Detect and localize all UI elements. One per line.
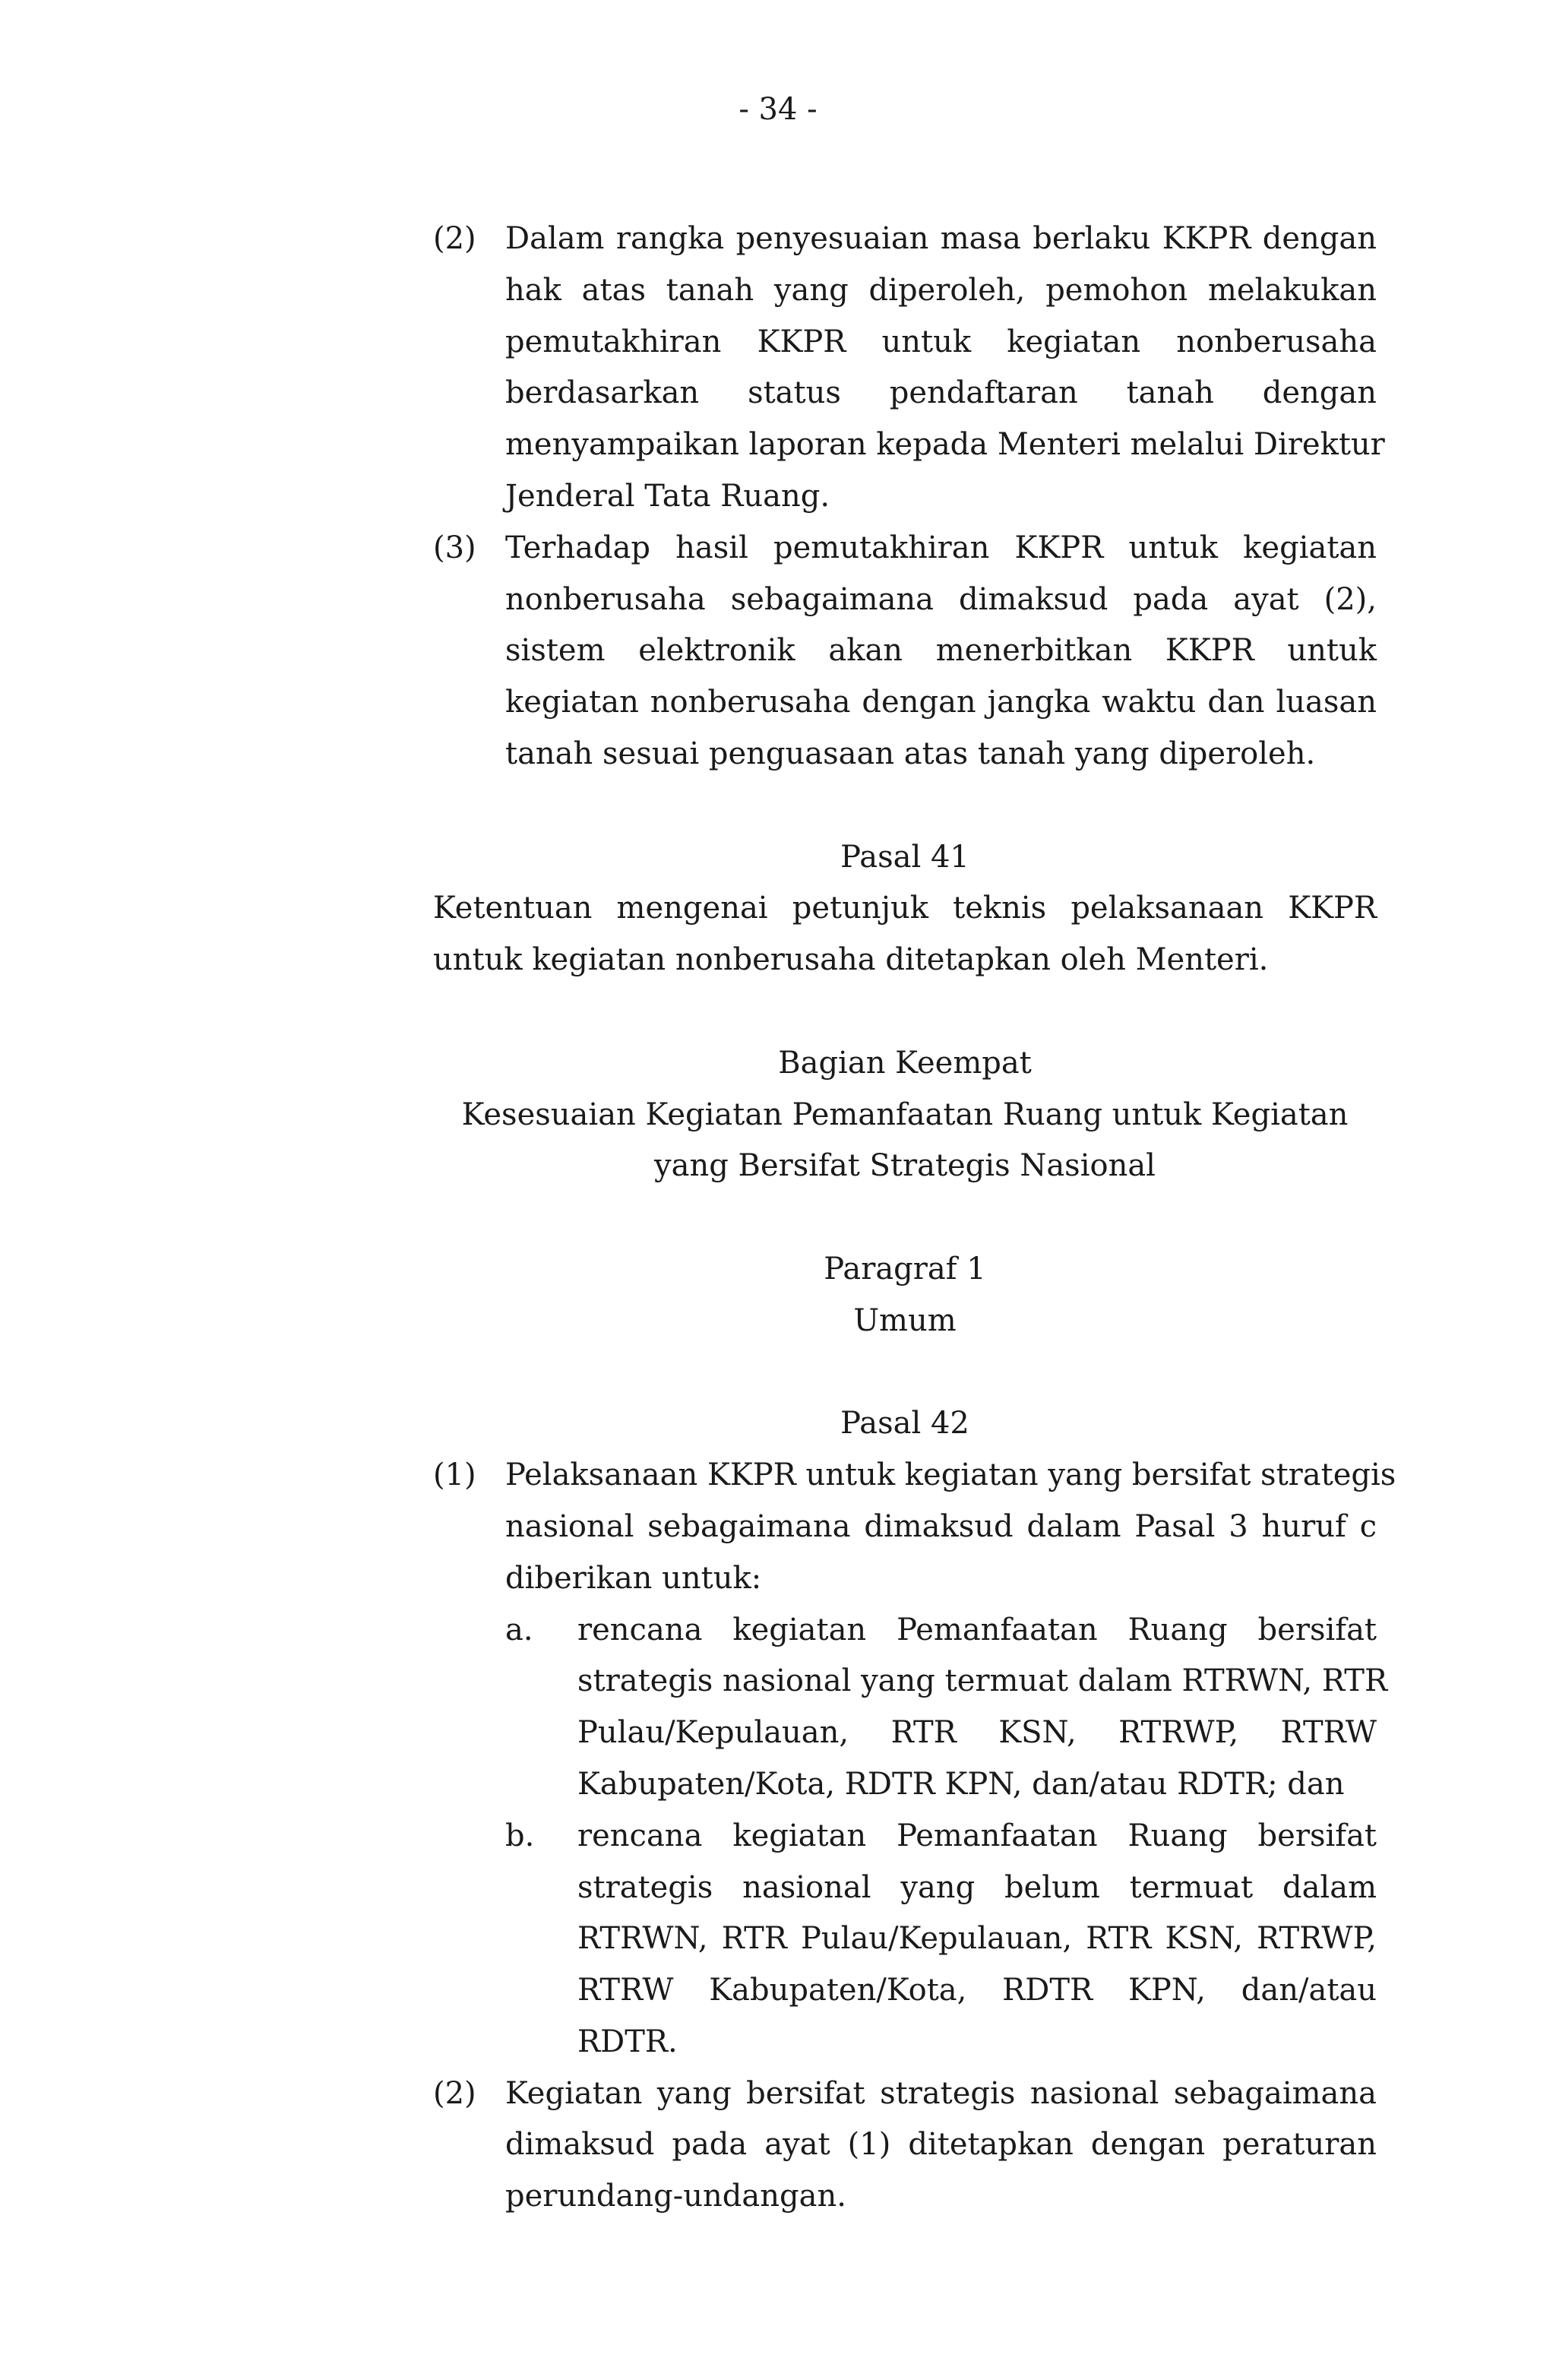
ayat-number: (1)	[433, 1457, 476, 1493]
list-item-a	[505, 1606, 1388, 1812]
document-body	[433, 215, 1396, 2224]
ayat-1-pasal-42	[433, 1451, 1396, 2070]
text-line: Dalam rangka penyesuaian masa berlaku KKPR dengan	[505, 221, 1377, 256]
text-line: strategis nasional yang termuat dalam RTRWN, RTR	[577, 1663, 1388, 1699]
pasal-42-heading: Pasal 42	[840, 1406, 969, 1442]
bagian-title-line: yang Bersifat Strategis Nasional	[654, 1148, 1156, 1184]
text-line: berdasarkan status pendaftaran tanah dengan	[505, 375, 1377, 411]
paragraf-heading: Paragraf 1	[824, 1251, 986, 1287]
paragraf-title: Umum	[853, 1302, 957, 1338]
bagian-title-line: Kesesuaian Kegiatan Pemanfaatan Ruang untuk Kegiatan	[461, 1097, 1349, 1132]
pasal-41-heading: Pasal 41	[840, 839, 969, 875]
text-line: tanah sesuai penguasaan atas tanah yang diperoleh.	[505, 736, 1316, 771]
text-line: strategis nasional yang belum termuat dalam	[577, 1869, 1377, 1905]
page-number: - 34 -	[738, 92, 818, 127]
text-line: rencana kegiatan Pemanfaatan Ruang bersifat	[577, 1818, 1377, 1853]
text-line: nasional sebagaimana dimaksud dalam Pasal 3 huruf c	[505, 1508, 1377, 1544]
text-line: RTRWN, RTR Pulau/Kepulauan, RTR KSN, RTRWP,	[577, 1921, 1377, 1957]
list-letter: a.	[505, 1612, 533, 1647]
ayat-number: (2)	[433, 2075, 476, 2111]
ayat-2-pasal-40	[433, 215, 1385, 524]
text-line: kegiatan nonberusaha dengan jangka waktu dan luasan	[505, 685, 1377, 720]
text-line: Ketentuan mengenai petunjuk teknis pelaksanaan KKPR	[433, 891, 1377, 926]
text-line: RTRW Kabupaten/Kota, RDTR KPN, dan/atau	[577, 1973, 1377, 2008]
text-line: Jenderal Tata Ruang.	[505, 478, 830, 514]
ayat-number: (3)	[433, 530, 476, 565]
text-line: rencana kegiatan Pemanfaatan Ruang bersifat	[577, 1612, 1377, 1647]
text-line: Pulau/Kepulauan, RTR KSN, RTRWP, RTRW	[577, 1715, 1377, 1751]
text-line: RDTR.	[577, 2024, 678, 2059]
list-item-b	[505, 1812, 1377, 2070]
text-line: diberikan untuk:	[505, 1560, 762, 1596]
text-line: untuk kegiatan nonberusaha ditetapkan oleh Menteri.	[433, 942, 1269, 978]
text-line: menyampaikan laporan kepada Menteri melalui Direktur	[505, 427, 1385, 463]
text-line: Kegiatan yang bersifat strategis nasional sebagaimana	[505, 2075, 1377, 2111]
text-line: nonberusaha sebagaimana dimaksud pada ayat (2),	[505, 581, 1377, 617]
ayat-2-pasal-42	[433, 2070, 1377, 2224]
text-line: Terhadap hasil pemutakhiran KKPR untuk kegiatan	[505, 530, 1377, 565]
text-line: hak atas tanah yang diperoleh, pemohon melakukan	[505, 272, 1377, 308]
ayat-3-pasal-40	[433, 524, 1377, 782]
text-line: dimaksud pada ayat (1) ditetapkan dengan peraturan	[505, 2127, 1377, 2163]
ayat-number: (2)	[433, 221, 476, 256]
text-line: Pelaksanaan KKPR untuk kegiatan yang bersifat strategis	[505, 1457, 1396, 1493]
list-letter: b.	[505, 1818, 535, 1853]
text-line: perundang-undangan.	[505, 2179, 846, 2214]
bagian-heading: Bagian Keempat	[778, 1045, 1032, 1081]
text-line: Kabupaten/Kota, RDTR KPN, dan/atau RDTR; dan	[577, 1766, 1345, 1802]
text-line: pemutakhiran KKPR untuk kegiatan nonberusaha	[505, 324, 1377, 359]
text-line: sistem elektronik akan menerbitkan KKPR untuk	[505, 633, 1377, 669]
